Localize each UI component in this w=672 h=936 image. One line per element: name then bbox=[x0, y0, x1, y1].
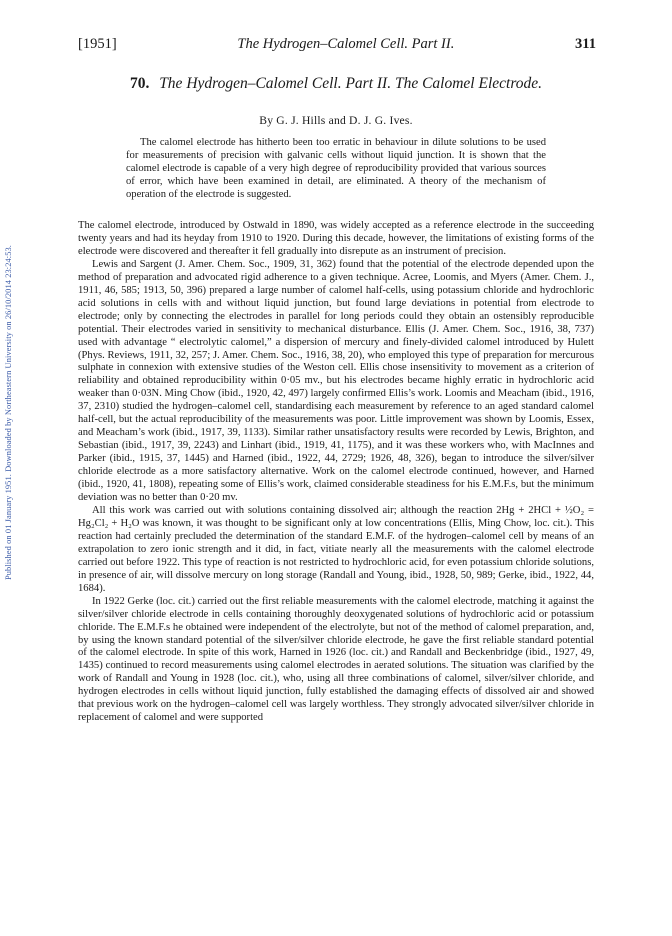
abstract: The calomel electrode has hitherto been too erratic in behaviour in dilute solutions to be used for measurements of precision with galvanic cells without liquid junction. It is shown that the calomel electrode is capable of a very high degree of reproducibility provided that various sources of error, which have been examined in detail, are eliminated. A theory of the mechanism of operation of the electrode is suggested. bbox=[126, 137, 546, 200]
journal-year: [1951] bbox=[78, 36, 117, 52]
body-paragraph: The calomel electrode, introduced by Ostwald in 1890, was widely accepted as a reference electrode in the succeeding twenty years and had its heyday from 1910 to 1920. During this decade, however, the limitations of existing forms of the electrode were discovered and thereafter it fell gradually into disrepute as an instrument of precision. bbox=[78, 220, 594, 257]
body-paragraph: In 1922 Gerke (loc. cit.) carried out the first reliable measurements with the calomel electrode, matching it against the silver/silver chloride electrode in cells containing thoroughly deoxygenated solutions of hydrochloric acid or potassium chloride. The E.M.F.s he obtained were independent of the electrolyte, but not of the method of calomel preparation, and, by using the known standard potential of the silver/silver chloride electrode, he gave the first reliable standard potential of the calomel electrode. In spite of this work, Harned in 1926 (loc. cit.) and Randall and Beckenbridge (ibid., 1927, 49, 1435) continued to record measurements using calomel electrodes in aerated solutions. The situation was clarified by the work of Randall and Young in 1928 (loc. cit.), who, using all three combinations of calomel, silver/silver chloride, and hydrogen electrodes in cells without liquid junction, fully established the damaging effects of dissolved air and showed that previous work on the hydrogen–calomel cell was largely worthless. They strongly advocated silver/silver chloride in replacement of calomel and were supported bbox=[78, 595, 594, 724]
download-stamp bbox=[4, 120, 18, 580]
article-body bbox=[78, 220, 594, 725]
article-authors: By G. J. Hills and D. J. G. Ives. bbox=[259, 114, 413, 127]
running-title: The Hydrogen–Calomel Cell. Part II. bbox=[237, 36, 455, 52]
download-stamp-text: Published on 01 January 1951. Downloaded by Northeastern University on 26/10/2014 23:24:53. bbox=[4, 245, 13, 580]
body-paragraph: Lewis and Sargent (J. Amer. Chem. Soc., 1909, 31, 362) found that the potential of the electrode depended upon the method of preparation and advocated rigid adherence to a given technique. Acree, Loomis, and Myers (Amer. Chem. J., 1911, 46, 585; 1913, 50, 396) prepared a large number of calomel half-cells, using potassium chloride and hydrochloric acid solutions in cells with and without liquid junction, but found large deviations in potential from electrode to electrode; only by connecting the electrodes in parallel for long periods could they obtain an ostensibly reproducible potential. Their electrodes varied in sensitivity to mechanical disturbance. Ellis (J. Amer. Chem. Soc., 1916, 38, 737) used with advantage “ electrolytic calomel,” a dispersion of mercury and finely-divided calomel introduced by Hulett (Phys. Reviews, 1911, 32, 257; J. Amer. Chem. Soc., 1916, 38, 20), who employed this type of preparation for mercurous sulphate in connexion with extensive studies of the Weston cell. Ellis chose insensitivity to movement as a criterion of reliability and obtained reproducibility within 0·05 mv., but his electrodes became highly erratic in hydrochloric acid weaker than 0·03N. Ming Chow (ibid., 1920, 42, 497) largely confirmed Ellis’s work. Loomis and Meacham (ibid., 1916, 37, 2310) studied the hydrogen–calomel cell, standardising each measurement by reference to an aged standard calomel half-cell, but the actual reproducibility of the measurements was poor. Little improvement was shown by Loomis, Essex, and Meacham’s work (ibid., 1917, 39, 1133). Similar rather unsatisfactory results were recorded by Lewis, Brighton, and Sebastian (ibid., 1917, 39, 2243) and Linhart (ibid., 1919, 41, 1175), and it was these workers who, with MacInnes and Parker (ibid., 1915, 37, 1445) and Harned (ibid., 1922, 44, 2729; 1926, 48, 326), began to introduce the silver/silver chloride electrode as a more satisfactory alternative. Work on the calomel electrode continued, however, and Harned (ibid., 1920, 41, 1808), repeating some of Ellis’s work, claimed considerable steadiness for his E.M.F.s, but the minimum deviation was no better than 0·20 mv. bbox=[78, 258, 594, 504]
page-number: 311 bbox=[575, 36, 596, 52]
running-header bbox=[78, 36, 596, 56]
article-number: 70. bbox=[129, 75, 150, 92]
article-title-block bbox=[96, 74, 576, 93]
body-paragraph: All this work was carried out with solutions containing dissolved air; although the reaction 2Hg + 2HCl + ½O₂ = Hg₂Cl₂ + H₂O was known, it was thought to be significant only at low concentrations (Ellis, Ming Chow, loc. cit.). This reaction had certainly precluded the determination of the standard E.M.F. of the hydrogen–calomel cell by means of an extrapolation to zero ionic strength and it did, in fact, vitiate nearly all the measurements with the calomel electrode carried out before 1922. This type of reaction is not restricted to hydrochloric acid, for even potassium chloride solutions, in presence of air, will dissolve mercury on long storage (Randall and Young, ibid., 1928, 50, 989; Gerke, ibid., 1922, 44, 1684). bbox=[78, 504, 594, 594]
article-title: The Hydrogen–Calomel Cell. Part II. The Calomel Electrode. bbox=[159, 75, 543, 92]
